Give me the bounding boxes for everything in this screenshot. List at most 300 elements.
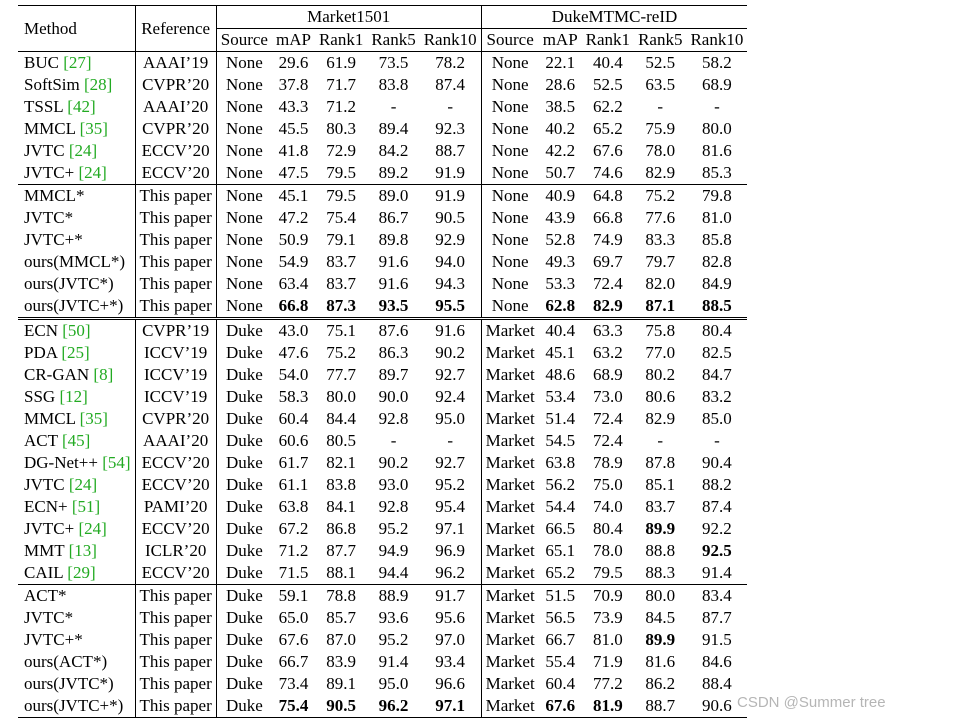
method-cell	[18, 673, 135, 695]
method-name: ECN+	[24, 497, 68, 516]
market-source-cell: Duke	[216, 319, 272, 343]
method-name: JVTC	[24, 475, 65, 494]
market-metric-cell: 87.7	[326, 541, 356, 560]
duke-metric-cell: 83.2	[702, 387, 732, 406]
market-metric-cell: 89.7	[378, 365, 409, 384]
market-metric-cell: 80.5	[326, 431, 356, 450]
method-name: MMCL*	[24, 186, 85, 205]
market-source-cell: None	[216, 162, 272, 185]
reference-cell: This paper	[135, 273, 216, 295]
duke-metric-cell: 82.9	[592, 296, 623, 315]
reference-cell: CVPR’20	[135, 74, 216, 96]
reference-cell: This paper	[135, 607, 216, 629]
market-metric-cell: 88.9	[367, 585, 419, 608]
market-metric-cell: 83.7	[326, 274, 356, 293]
duke-metric-cell: 78.0	[592, 541, 623, 560]
table-row	[18, 342, 747, 364]
market-metric-cell: 75.2	[326, 343, 356, 362]
method-cell	[18, 207, 135, 229]
duke-metric-cell: 28.6	[545, 75, 576, 94]
table-row	[18, 162, 747, 185]
market-metric-cell: 92.9	[435, 230, 466, 249]
table-row	[18, 518, 747, 540]
market-metric-cell: 65.0	[278, 608, 309, 627]
market-metric-cell: 73.5	[378, 53, 409, 72]
reference-cell: AAAI’20	[135, 430, 216, 452]
citation-link[interactable]: [24]	[78, 519, 107, 538]
duke-source-cell: Market	[481, 408, 539, 430]
duke-metric-cell: 87.1	[645, 296, 676, 315]
citation-link[interactable]: [24]	[68, 141, 98, 160]
duke-metric-cell: 82.5	[702, 343, 732, 362]
duke-source-cell: Market	[481, 629, 539, 651]
duke-metric-cell: 91.5	[702, 630, 732, 649]
duke-metric-cell: 54.5	[545, 431, 576, 450]
market-metric-cell: 47.2	[278, 208, 309, 227]
duke-metric-cell: 74.0	[592, 497, 623, 516]
method-name: MMCL	[24, 409, 76, 428]
method-cell	[18, 118, 135, 140]
duke-metric-cell: 62.2	[592, 97, 623, 116]
citation-link[interactable]: [29]	[67, 563, 96, 582]
market-metric-cell: 88.7	[435, 141, 466, 160]
market-metric-cell: 92.8	[378, 409, 409, 428]
duke-source-cell: None	[481, 251, 539, 273]
duke-metric-cell: 77.2	[592, 674, 623, 693]
duke-metric-cell: 84.5	[645, 608, 676, 627]
table-row	[18, 408, 747, 430]
market-metric-cell: 90.5	[326, 696, 356, 715]
market-metric-cell: 89.1	[326, 674, 356, 693]
duke-metric-cell: 54.4	[545, 497, 576, 516]
duke-metric-cell: 85.3	[702, 163, 732, 182]
duke-source-cell: None	[481, 140, 539, 162]
citation-link[interactable]: [27]	[63, 53, 92, 72]
table-row	[18, 319, 747, 343]
market-metric-cell: 96.6	[435, 674, 466, 693]
duke-metric-cell: 75.9	[645, 119, 676, 138]
duke-metric-cell: 81.9	[592, 696, 623, 715]
duke-metric-cell: 81.6	[702, 141, 732, 160]
duke-metric-cell: 22.1	[545, 53, 576, 72]
market-source-cell: Duke	[216, 518, 272, 540]
sub-header-rank5: Rank5	[371, 30, 416, 49]
market-metric-cell: 97.1	[435, 696, 466, 715]
reference-cell: ICCV’19	[135, 342, 216, 364]
method-cell	[18, 562, 135, 585]
market-source-cell: None	[216, 229, 272, 251]
market-metric-cell: 91.6	[378, 274, 409, 293]
market-source-cell: Duke	[216, 607, 272, 629]
method-cell	[18, 651, 135, 673]
duke-metric-cell: 80.6	[645, 387, 676, 406]
market-metric-cell: 54.0	[278, 365, 309, 384]
market-metric-cell: 95.0	[435, 409, 466, 428]
market-source-cell: None	[216, 74, 272, 96]
method-cell	[18, 319, 135, 343]
reference-cell: ECCV’20	[135, 140, 216, 162]
market-metric-cell: 61.1	[278, 475, 309, 494]
duke-metric-cell: 84.9	[702, 274, 732, 293]
table-row	[18, 430, 747, 452]
market-metric-cell: 95.2	[378, 519, 409, 538]
market-source-cell: Duke	[216, 474, 272, 496]
duke-metric-cell: 84.7	[702, 365, 732, 384]
method-name: TSSL	[24, 97, 64, 116]
duke-metric-cell: 72.4	[592, 409, 623, 428]
market-metric-cell: 60.4	[278, 409, 309, 428]
market-metric-cell: 91.9	[435, 163, 466, 182]
market-source-cell: Duke	[216, 386, 272, 408]
citation-link[interactable]: [12]	[59, 387, 88, 406]
duke-source-cell: Market	[481, 607, 539, 629]
duke-metric-cell: -	[657, 431, 664, 450]
duke-metric-cell: 50.7	[545, 163, 576, 182]
market-source-cell: None	[216, 140, 272, 162]
citation-link[interactable]: [24]	[68, 475, 98, 494]
reference-cell: This paper	[135, 251, 216, 273]
method-name: MMT	[24, 541, 65, 560]
sub-header-map: mAP	[275, 30, 311, 49]
duke-metric-cell: 40.9	[539, 185, 582, 208]
market-metric-cell: 75.4	[326, 208, 356, 227]
reference-cell: ECCV’20	[135, 162, 216, 185]
reference-cell: PAMI’20	[135, 496, 216, 518]
table-row	[18, 251, 747, 273]
duke-metric-cell: 81.6	[645, 652, 676, 671]
market-metric-cell: 93.5	[378, 296, 409, 315]
market-metric-cell: -	[390, 431, 397, 450]
sub-header-rank1: Rank1	[318, 30, 364, 49]
duke-metric-cell: 65.2	[592, 119, 623, 138]
market-metric-cell: 95.0	[378, 674, 409, 693]
duke-source-cell: Market	[481, 319, 539, 343]
citation-link[interactable]: [8]	[93, 365, 114, 384]
table-row	[18, 185, 747, 208]
market-metric-cell: 63.4	[278, 274, 309, 293]
market-metric-cell: 66.8	[278, 296, 309, 315]
market-metric-cell: 93.4	[435, 652, 466, 671]
market-metric-cell: 58.3	[278, 387, 309, 406]
market-metric-cell: 79.5	[326, 163, 356, 182]
market-metric-cell: 71.2	[326, 97, 356, 116]
market-metric-cell: 97.1	[435, 519, 466, 538]
duke-metric-cell: 83.3	[645, 230, 676, 249]
market-metric-cell: 94.4	[378, 563, 409, 582]
duke-source-cell: Market	[481, 496, 539, 518]
method-name: JVTC	[24, 141, 65, 160]
market-source-cell: None	[216, 52, 272, 75]
table-row	[18, 585, 747, 608]
table-row	[18, 452, 747, 474]
market-metric-cell: 86.3	[378, 343, 409, 362]
duke-metric-cell: 78.0	[645, 141, 676, 160]
market-metric-cell: 89.2	[378, 163, 409, 182]
duke-metric-cell: 51.5	[539, 585, 582, 608]
duke-metric-cell: 89.9	[645, 630, 676, 649]
market-metric-cell: 87.0	[326, 630, 356, 649]
market-metric-cell: 60.6	[278, 431, 309, 450]
duke-metric-cell: 82.8	[702, 252, 732, 271]
method-cell	[18, 295, 135, 319]
duke-metric-cell: 49.3	[545, 252, 576, 271]
duke-metric-cell: 65.2	[545, 563, 576, 582]
market-metric-cell: 92.7	[435, 453, 466, 472]
duke-metric-cell: 90.4	[702, 453, 732, 472]
method-cell	[18, 430, 135, 452]
table-row	[18, 651, 747, 673]
market-metric-cell: 93.0	[378, 475, 409, 494]
dataset-header-market: Market1501	[216, 6, 481, 29]
citation-link[interactable]: [45]	[61, 431, 91, 450]
market-metric-cell: 93.6	[378, 608, 409, 627]
method-cell	[18, 540, 135, 562]
duke-metric-cell: 56.5	[545, 608, 576, 627]
duke-metric-cell: 80.4	[592, 519, 623, 538]
market-source-cell: Duke	[216, 695, 272, 718]
duke-metric-cell: 88.3	[645, 563, 676, 582]
citation-link[interactable]: [25]	[61, 343, 90, 362]
reference-cell: ECCV’20	[135, 562, 216, 585]
duke-metric-cell: 48.6	[545, 365, 576, 384]
market-metric-cell: 85.7	[326, 608, 356, 627]
duke-metric-cell: 85.8	[702, 230, 732, 249]
duke-metric-cell: 38.5	[545, 97, 576, 116]
market-metric-cell: 47.6	[278, 343, 309, 362]
table-row	[18, 118, 747, 140]
duke-metric-cell: 88.2	[702, 475, 732, 494]
method-name: ours(ACT*)	[24, 652, 108, 671]
market-metric-cell: 47.5	[278, 163, 309, 182]
citation-link[interactable]: [24]	[78, 163, 107, 182]
citation-link[interactable]: [28]	[84, 75, 113, 94]
duke-source-cell: None	[481, 162, 539, 185]
market-metric-cell: -	[447, 431, 453, 450]
method-cell	[18, 518, 135, 540]
method-cell	[18, 74, 135, 96]
method-name: CAIL	[24, 563, 64, 582]
market-metric-cell: 95.6	[435, 608, 466, 627]
market-metric-cell: 80.0	[326, 387, 356, 406]
market-metric-cell: 92.8	[378, 497, 409, 516]
duke-metric-cell: 60.4	[545, 674, 576, 693]
duke-metric-cell: 81.0	[702, 208, 732, 227]
citation-link[interactable]: [35]	[79, 119, 108, 138]
duke-source-cell: None	[481, 52, 539, 75]
citation-link[interactable]: [51]	[71, 497, 101, 516]
method-name: ACT*	[24, 586, 67, 605]
duke-metric-cell: 80.0	[634, 585, 686, 608]
duke-metric-cell: 63.3	[582, 319, 634, 343]
reference-cell: This paper	[135, 229, 216, 251]
method-name: JVTC*	[24, 208, 74, 227]
duke-metric-cell: 92.5	[702, 541, 732, 560]
market-metric-cell: 90.5	[435, 208, 466, 227]
market-metric-cell: 45.5	[278, 119, 309, 138]
market-metric-cell: 86.8	[326, 519, 356, 538]
market-metric-cell: 83.7	[326, 252, 356, 271]
table-row	[18, 695, 747, 718]
table-row	[18, 496, 747, 518]
watermark: CSDN @Summer tree	[737, 694, 886, 711]
duke-metric-cell: 88.8	[645, 541, 676, 560]
duke-metric-cell: 75.8	[634, 319, 686, 343]
market-metric-cell: -	[390, 97, 397, 116]
method-name: ACT	[24, 431, 58, 450]
duke-metric-cell: 87.4	[702, 497, 732, 516]
market-metric-cell: 91.9	[420, 185, 481, 208]
duke-metric-cell: 74.6	[592, 163, 623, 182]
citation-link[interactable]: [35]	[79, 409, 108, 428]
market-metric-cell: 67.6	[278, 630, 309, 649]
market-metric-cell: 84.2	[378, 141, 409, 160]
method-name: SSG	[24, 387, 56, 406]
market-metric-cell: 84.1	[326, 497, 356, 516]
duke-metric-cell: 80.4	[686, 319, 747, 343]
results-table	[18, 5, 747, 718]
method-name: JVTC+	[24, 519, 75, 538]
duke-metric-cell: 77.0	[645, 343, 676, 362]
method-cell	[18, 452, 135, 474]
market-metric-cell: 43.0	[272, 319, 315, 343]
market-metric-cell: 95.2	[378, 630, 409, 649]
method-cell	[18, 273, 135, 295]
market-metric-cell: 87.4	[435, 75, 466, 94]
market-metric-cell: 89.0	[367, 185, 419, 208]
method-cell	[18, 251, 135, 273]
reference-cell: CVPR’20	[135, 408, 216, 430]
table-row	[18, 364, 747, 386]
market-metric-cell: 63.8	[278, 497, 309, 516]
duke-metric-cell: 45.1	[545, 343, 576, 362]
sub-header-map: mAP	[542, 30, 578, 49]
duke-metric-cell: 82.9	[645, 409, 676, 428]
duke-metric-cell: 63.5	[645, 75, 676, 94]
duke-source-cell: None	[481, 273, 539, 295]
duke-source-cell: Market	[481, 651, 539, 673]
reference-cell: ICLR’20	[135, 540, 216, 562]
duke-metric-cell: 73.0	[592, 387, 623, 406]
market-metric-cell: 92.4	[435, 387, 466, 406]
market-metric-cell: -	[447, 97, 453, 116]
market-metric-cell: 66.7	[278, 652, 309, 671]
table-row	[18, 540, 747, 562]
market-metric-cell: 92.7	[435, 365, 466, 384]
method-name: JVTC+*	[24, 630, 83, 649]
table-row	[18, 207, 747, 229]
duke-metric-cell: 80.0	[702, 119, 732, 138]
duke-metric-cell: 55.4	[545, 652, 576, 671]
method-name: SoftSim	[24, 75, 80, 94]
sub-header-source: Source	[481, 29, 539, 52]
duke-metric-cell: 77.6	[645, 208, 676, 227]
duke-metric-cell: 66.7	[545, 630, 576, 649]
citation-link[interactable]: [42]	[67, 97, 96, 116]
citation-link[interactable]: [50]	[62, 321, 91, 340]
table-row	[18, 673, 747, 695]
market-metric-cell: 95.5	[435, 296, 466, 315]
method-name: MMCL	[24, 119, 76, 138]
market-metric-cell: 91.7	[420, 585, 481, 608]
market-metric-cell: 90.0	[378, 387, 409, 406]
market-metric-cell: 80.3	[326, 119, 356, 138]
market-source-cell: Duke	[216, 540, 272, 562]
duke-source-cell: Market	[481, 540, 539, 562]
market-metric-cell: 78.2	[435, 53, 466, 72]
market-metric-cell: 89.8	[378, 230, 409, 249]
method-cell	[18, 607, 135, 629]
market-metric-cell: 97.0	[435, 630, 466, 649]
duke-metric-cell: 74.9	[592, 230, 623, 249]
duke-metric-cell: 53.3	[545, 274, 576, 293]
duke-metric-cell: 82.9	[645, 163, 676, 182]
reference-cell: ICCV’19	[135, 386, 216, 408]
market-metric-cell: 83.8	[378, 75, 409, 94]
duke-source-cell: Market	[481, 364, 539, 386]
duke-metric-cell: 84.6	[702, 652, 732, 671]
duke-metric-cell: 88.4	[702, 674, 732, 693]
market-metric-cell: 71.2	[278, 541, 309, 560]
reference-cell: This paper	[135, 695, 216, 718]
duke-source-cell: Market	[481, 518, 539, 540]
duke-metric-cell: 64.8	[582, 185, 634, 208]
market-source-cell: Duke	[216, 408, 272, 430]
duke-metric-cell: 79.8	[686, 185, 747, 208]
market-metric-cell: 71.7	[326, 75, 356, 94]
market-metric-cell: 90.2	[435, 343, 466, 362]
reference-cell: AAAI’19	[135, 52, 216, 75]
method-cell	[18, 585, 135, 608]
method-name: ECN	[24, 321, 58, 340]
duke-metric-cell: 85.0	[702, 409, 732, 428]
duke-metric-cell: 66.5	[545, 519, 576, 538]
market-metric-cell: 82.1	[326, 453, 356, 472]
duke-metric-cell: -	[714, 97, 720, 116]
market-metric-cell: 94.3	[435, 274, 466, 293]
duke-metric-cell: 79.5	[592, 563, 623, 582]
market-metric-cell: 90.2	[378, 453, 409, 472]
duke-metric-cell: 51.4	[545, 409, 576, 428]
duke-metric-cell: 69.7	[592, 252, 623, 271]
citation-link[interactable]: [13]	[68, 541, 97, 560]
duke-source-cell: Market	[481, 585, 539, 608]
reference-cell: ICCV’19	[135, 364, 216, 386]
market-metric-cell: 87.3	[326, 296, 356, 315]
method-cell	[18, 695, 135, 718]
market-source-cell: None	[216, 118, 272, 140]
duke-metric-cell: 68.9	[702, 75, 732, 94]
duke-metric-cell: 67.6	[545, 696, 576, 715]
method-name: BUC	[24, 53, 59, 72]
method-cell	[18, 185, 135, 208]
duke-source-cell: None	[481, 229, 539, 251]
market-source-cell: None	[216, 251, 272, 273]
method-cell	[18, 52, 135, 75]
market-metric-cell: 72.9	[326, 141, 356, 160]
market-metric-cell: 50.9	[278, 230, 309, 249]
method-name: ours(JVTC*)	[24, 674, 114, 693]
market-metric-cell: 45.1	[272, 185, 315, 208]
duke-metric-cell: 72.4	[592, 274, 623, 293]
table-row	[18, 295, 747, 319]
duke-source-cell: Market	[481, 342, 539, 364]
method-header: Method	[18, 6, 135, 52]
duke-metric-cell: 62.8	[545, 296, 576, 315]
reference-cell: CVPR’19	[135, 319, 216, 343]
duke-source-cell: Market	[481, 562, 539, 585]
duke-metric-cell: 85.1	[645, 475, 676, 494]
citation-link[interactable]: [54]	[102, 453, 131, 472]
